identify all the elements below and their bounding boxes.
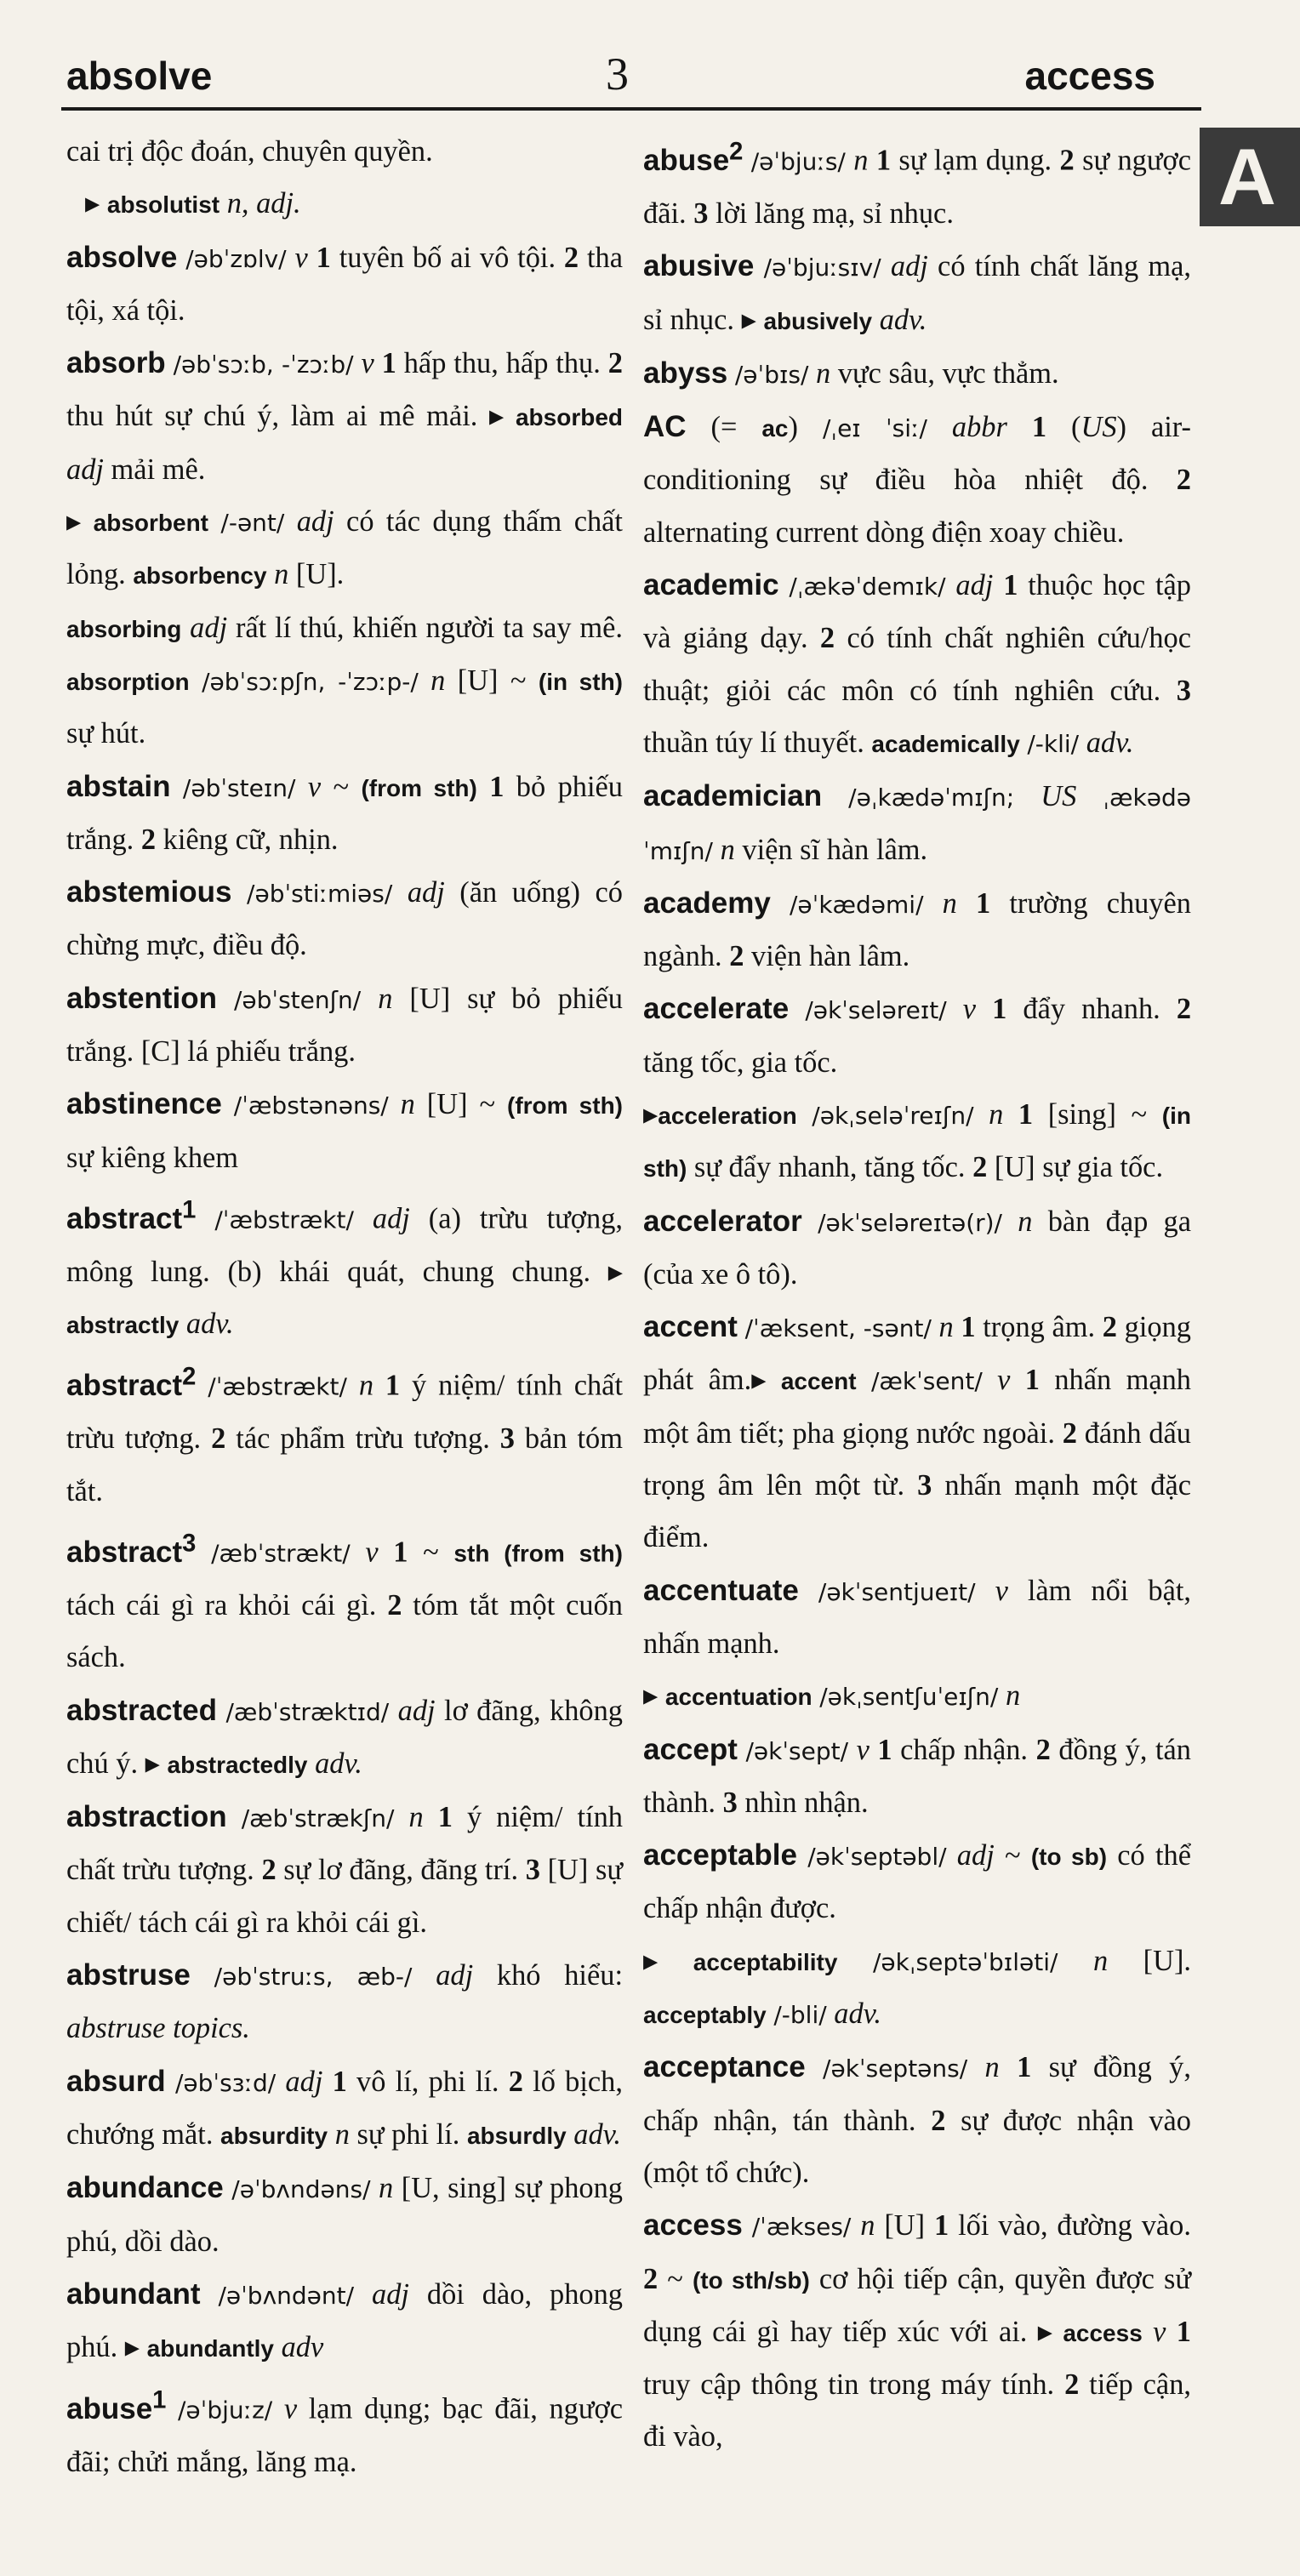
part-of-speech: n	[408, 1801, 424, 1834]
inline-text: 1	[152, 2386, 167, 2414]
headword: absolve	[66, 240, 178, 274]
part-of-speech: n	[816, 356, 831, 390]
part-of-speech: n	[378, 982, 393, 1015]
pronunciation: /æbˈstræktɪd/	[225, 1697, 390, 1726]
dictionary-entry: abuse$^1$ /əˈbjuːz/ v lạm dụng; bạc đãi, ngược đãi; chửi mắng, lăng mạ.	[66, 2386, 623, 2479]
sense-number: 3	[722, 1786, 738, 1819]
sense-number: 1	[877, 1733, 892, 1766]
headword: abstraction	[66, 1800, 227, 1834]
part-of-speech: n, adj.	[226, 187, 301, 220]
part-of-speech: n	[720, 833, 735, 866]
pronunciation: /ˌeɪ ˈsiː/	[822, 414, 927, 443]
dictionary-entry: abstracted /æbˈstræktɪd/ adj lơ đãng, không chú ý. ▸ abstractedly adv.	[66, 1693, 623, 1780]
pronunciation: /æbˈstrækt/	[211, 1539, 351, 1568]
pronunciation: /ˈæksent, -sənt/	[744, 1314, 932, 1343]
sense-number: 3	[499, 1422, 515, 1456]
pronunciation: /əkˈseləreɪt/	[805, 996, 947, 1025]
part-of-speech: v	[307, 770, 322, 803]
pronunciation: /əkˌseləˈreɪʃn/	[812, 1102, 974, 1130]
part-of-speech: adj	[397, 1694, 436, 1727]
part-of-speech: adj	[190, 611, 228, 644]
sense-number: 1	[992, 993, 1007, 1026]
pronunciation: /əbˈstruːs, æb-/	[214, 1963, 413, 1992]
headword: abstinence	[66, 1087, 222, 1121]
sense-number: 2	[1176, 464, 1191, 497]
headword: abyss	[643, 356, 728, 390]
pronunciation: /-kli/	[1027, 729, 1080, 758]
part-of-speech: n	[989, 1098, 1004, 1131]
sense-number: 2	[211, 1422, 226, 1456]
sense-number: 2	[1062, 1416, 1077, 1450]
derived-word: absolutist	[106, 191, 220, 219]
sense-number: 1	[1017, 2051, 1032, 2084]
part-of-speech: n	[1018, 1205, 1033, 1238]
part-of-speech: v	[294, 241, 308, 274]
part-of-speech: v	[361, 347, 374, 380]
header-rule	[61, 107, 1201, 111]
part-of-speech: n	[274, 558, 289, 591]
derived-word: accent	[780, 1368, 857, 1395]
part-of-speech: v	[365, 1536, 379, 1569]
grammar-pattern: ac	[761, 415, 789, 442]
pronunciation: /əˈbjuːsɪv/	[763, 254, 881, 282]
left-column	[66, 126, 623, 2489]
headword: academy	[643, 886, 771, 920]
dictionary-entry: absurd /əbˈsɜːd/ adj 1 vô lí, phi lí. 2 lố bịch, chướng mắt. absurdity n sự phi lí. absurdly adv.	[66, 2064, 623, 2151]
pronunciation: ˌækədəˈmɪʃn/	[643, 784, 1191, 865]
inline-text: 1	[182, 1195, 197, 1223]
pronunciation: /əbˈsɜːd/	[174, 2068, 277, 2097]
page-number: 3	[606, 48, 629, 100]
dictionary-entry: abusive /əˈbjuːsɪv/ adj có tính chất lăng mạ, sỉ nhục. ▸ abusively adv.	[643, 249, 1191, 336]
part-of-speech: abbr	[951, 411, 1007, 444]
part-of-speech: v	[997, 1364, 1011, 1397]
sense-number: 1	[393, 1536, 408, 1569]
sense-number: 2	[729, 940, 744, 973]
sense-number: 2	[563, 241, 579, 274]
part-of-speech: n	[379, 2172, 394, 2205]
part-of-speech: n	[430, 664, 446, 697]
grammar-pattern: (from sth)	[507, 1092, 623, 1120]
sense-number: 1	[1024, 1364, 1040, 1397]
inline-text: 2	[729, 138, 744, 165]
headword: acceptance	[643, 2050, 806, 2084]
sense-number: 2	[819, 622, 835, 655]
sense-number: 2	[1176, 993, 1192, 1026]
pronunciation: /əkˈseləreɪtə(r)/	[818, 1208, 1002, 1237]
derived-word: absorbing	[66, 615, 182, 642]
part-of-speech: adj	[296, 505, 334, 539]
grammar-pattern: (in sth)	[643, 1103, 1191, 1183]
dictionary-entry: academy /əˈkædəmi/ n 1 trường chuyên ngành. 2 viện hàn lâm.	[643, 886, 1192, 973]
sense-number: 3	[917, 1469, 932, 1502]
derived-word: abstractly	[66, 1312, 180, 1339]
part-of-speech: v	[1153, 2315, 1166, 2348]
part-of-speech: n	[400, 1088, 415, 1121]
part-of-speech: n	[853, 144, 869, 177]
dictionary-entry: cai trị độc đoán, chuyên quyền.	[66, 135, 433, 168]
part-of-speech: adv.	[879, 303, 927, 336]
pronunciation: /-bli/	[773, 2001, 827, 2030]
headword: abstract$^2$	[66, 1363, 197, 1403]
inline-text	[66, 187, 85, 219]
sense-number: 1	[961, 1311, 976, 1344]
sense-number: 1	[381, 347, 396, 380]
sense-number: 2	[508, 2065, 523, 2098]
pronunciation: /əˈkædəmi/	[789, 890, 924, 919]
inline-text: 3	[182, 1530, 197, 1558]
dictionary-entry: abstract$^3$ /æbˈstrækt/ v 1 ~ sth (from sth) tách cái gì ra khỏi cái gì. 2 tóm tắt một cuốn sách.	[66, 1530, 623, 1674]
headword: abundance	[66, 2171, 224, 2205]
sense-number: 1	[489, 770, 505, 803]
left-running-head: absolve	[66, 54, 213, 98]
headword: absorb	[66, 346, 166, 380]
part-of-speech: adj	[372, 1202, 410, 1235]
pronunciation: /əbˈstiːmiəs/	[247, 880, 393, 909]
part-of-speech: n	[860, 2209, 875, 2243]
derived-word: absorbent	[93, 510, 209, 537]
headword: abstain	[66, 769, 171, 803]
dictionary-entry: absorb /əbˈsɔːb, -ˈzɔːb/ v 1 hấp thu, hấp thụ. 2 thu hút sự chú ý, làm ai mê mải. ▸ absorbed adj mải mê.	[66, 346, 623, 486]
dictionary-entry: absolve /əbˈzɒlv/ v 1 tuyên bố ai vô tội. 2 tha tội, xá tội.	[66, 240, 623, 327]
sense-number: 1	[1176, 2315, 1191, 2348]
dictionary-entry: abstain /əbˈsteɪn/ v ~ (from sth) 1 bỏ phiếu trắng. 2 kiêng cữ, nhịn.	[66, 769, 623, 856]
sense-number: 2	[643, 2262, 659, 2295]
pronunciation: /əkˌseptəˈbɪləti/	[872, 1947, 1058, 1976]
derived-word: academically	[871, 730, 1020, 757]
headword: accelerate	[643, 992, 790, 1026]
derived-word: acceptability	[693, 1948, 838, 1975]
dictionary-entry: accelerate /əkˈseləreɪt/ v 1 đẩy nhanh. 2 tăng tốc, gia tốc.	[643, 992, 1192, 1079]
part-of-speech: adj	[436, 1959, 474, 1992]
headword: abundant	[66, 2277, 201, 2311]
pronunciation: /əkˈseptəns/	[823, 2055, 968, 2083]
dictionary-entry: accept /əkˈsept/ v 1 chấp nhận. 2 đồng ý, tán thành. 3 nhìn nhận.	[643, 1732, 1191, 1819]
headword: abstract$^1$	[66, 1195, 197, 1235]
dictionary-entry: abstention /əbˈstenʃn/ n [U] sự bỏ phiếu trắng. [C] lá phiếu trắng.	[66, 981, 623, 1069]
dictionary-entry: abstract$^1$ /ˈæbstrækt/ adj (a) trừu tượng, mông lung. (b) khái quát, chung chung. ▸ abstractly adv.	[66, 1195, 623, 1341]
dictionary-entry: academic /ˌækəˈdemɪk/ adj 1 thuộc học tập và giảng dạy. 2 có tính chất nghiên cứu/học thuật; giỏi các môn có tính nghiên cứu. 3 thuần túy lí thuyết. academically /-kli/ adv.	[643, 568, 1191, 759]
pronunciation: /əkˈseptəbl/	[807, 1843, 947, 1872]
pronunciation: /əˈbʌndənt/	[218, 2281, 355, 2310]
dictionary-entry: abuse$^2$ /əˈbjuːs/ n 1 sự lạm dụng. 2 sự ngược đãi. 3 lời lăng mạ, sỉ nhục.	[643, 138, 1191, 230]
derived-word: accentuation	[664, 1684, 812, 1711]
pronunciation: /əbˈsteɪn/	[182, 773, 296, 802]
dictionary-entry: abstruse /əbˈstruːs, æb-/ adj khó hiểu: abstruse topics.	[66, 1958, 623, 2045]
part-of-speech: adv.	[573, 2117, 621, 2151]
part-of-speech: adv.	[315, 1747, 362, 1780]
sense-number: 2	[261, 1854, 277, 1887]
part-of-speech: adj	[66, 453, 104, 486]
pronunciation: /əˈbjuːs/	[750, 147, 846, 176]
part-of-speech: adj	[407, 876, 445, 909]
thumb-letter: A	[1218, 132, 1276, 221]
derived-word: abusively	[763, 307, 873, 334]
headword: accept	[643, 1732, 738, 1766]
part-of-speech: adv	[281, 2331, 324, 2364]
sense-number: 1	[1003, 569, 1018, 602]
dictionary-entry: absorbing adj rất lí thú, khiến người ta say mê. absorption /əbˈsɔːpʃn, -ˈzɔːp-/ n [U] ~ (in sth) sự hút.	[66, 611, 624, 750]
sense-number: 1	[332, 2065, 347, 2098]
right-column	[643, 126, 1191, 2464]
grammar-pattern: (to sth/sb)	[692, 2266, 810, 2294]
dictionary-entry: ▸ absorbent /-ənt/ adj có tác dụng thấm chất lỏng. absorbency n [U].	[66, 505, 623, 591]
headword: abstruse	[66, 1958, 191, 1992]
sense-number: 2	[1035, 1733, 1051, 1766]
pronunciation: /ˈæbstrækt/	[214, 1205, 354, 1234]
inline-text: US	[1080, 411, 1117, 444]
sense-number: 2	[1102, 1311, 1117, 1344]
dictionary-entry: accelerator /əkˈseləreɪtə(r)/ n bàn đạp ga (của xe ô tô).	[643, 1204, 1191, 1291]
sense-number: 1	[1031, 411, 1047, 444]
part-of-speech: adv.	[1086, 726, 1134, 759]
sense-number: 2	[387, 1588, 402, 1621]
headword: abstracted	[66, 1693, 218, 1727]
part-of-speech: adj	[372, 2277, 409, 2311]
pronunciation: /əbˈzɒlv/	[185, 244, 287, 273]
page-header	[0, 0, 1300, 111]
grammar-pattern: sth (from sth)	[453, 1540, 623, 1567]
dictionary-entry: access /ˈækses/ n [U] 1 lối vào, đường vào. 2 ~ (to sth/sb) cơ hội tiếp cận, quyền được sử dụng cái gì hay tiếp xúc với ai. ▸ access v 1 truy cập thông tin trong máy tính. 2 tiếp cận, đi vào,	[643, 2208, 1191, 2453]
pronunciation: /æbˈstrækʃn/	[241, 1804, 395, 1833]
part-of-speech: adj	[890, 250, 928, 283]
sense-number: 2	[140, 823, 157, 856]
part-of-speech: n	[358, 1370, 374, 1403]
grammar-pattern: (in sth)	[538, 668, 624, 695]
part-of-speech: adj	[285, 2065, 323, 2098]
sense-number: 2	[972, 1151, 988, 1184]
inline-text: US	[1041, 780, 1077, 813]
part-of-speech: adj	[956, 1839, 995, 1872]
headword: academician	[643, 779, 823, 813]
pronunciation: /əkˌsentʃuˈeɪʃn/	[819, 1683, 999, 1712]
pronunciation: /əˈbjuːz/	[178, 2396, 273, 2425]
derived-word: acceleration	[658, 1103, 797, 1129]
headword: absurd	[66, 2064, 166, 2098]
pronunciation: /əbˈsɔːb, -ˈzɔːb/	[173, 350, 354, 379]
derived-word: absorption	[66, 668, 190, 695]
sense-number: 3	[1176, 674, 1191, 707]
dictionary-entry: accentuate /əkˈsentjueɪt/ v làm nổi bật, nhấn mạnh.	[643, 1573, 1191, 1660]
sense-number: 2	[607, 347, 623, 380]
part-of-speech: adv.	[834, 1998, 881, 2031]
headword: abstention	[66, 981, 217, 1015]
sense-number: 1	[934, 2209, 949, 2243]
part-of-speech: n	[938, 1311, 954, 1344]
pronunciation: /əˌkædəˈmɪʃn;	[848, 784, 1015, 812]
sense-number: 3	[525, 1854, 540, 1887]
dictionary-entry: abstract$^2$ /ˈæbstrækt/ n 1 ý niệm/ tính chất trừu tượng. 2 tác phẩm trừu tượng. 3 bản tóm tắt.	[66, 1363, 624, 1507]
inline-text: 2	[182, 1363, 197, 1391]
headword: acceptable	[643, 1838, 797, 1872]
pronunciation: /əbˈsɔːpʃn, -ˈzɔːp-/	[202, 667, 419, 696]
headword: accentuate	[643, 1573, 799, 1607]
pronunciation: /ˈæbstrækt/	[208, 1373, 347, 1402]
dictionary-entry: acceptable /əkˈseptəbl/ adj ~ (to sb) có thể chấp nhận được.	[643, 1838, 1191, 1925]
grammar-pattern: (from sth)	[361, 774, 477, 801]
part-of-speech: n	[1092, 1944, 1109, 1977]
grammar-pattern: (to sb)	[1030, 1844, 1108, 1871]
dictionary-entry: ▸ absolutist n, adj.	[66, 178, 623, 231]
dictionary-entry: academician /əˌkædəˈmɪʃn; US ˌækədəˈmɪʃn/ n viện sĩ hàn lâm.	[643, 779, 1191, 866]
pronunciation: /əbˈstenʃn/	[233, 985, 362, 1014]
dictionary-entry: abundance /əˈbʌndəns/ n [U, sing] sự phong phú, dồi dào.	[66, 2171, 623, 2258]
part-of-speech: v	[283, 2393, 298, 2426]
headword: accent	[643, 1310, 738, 1344]
headword: abusive	[643, 249, 755, 283]
dictionary-entry: ▸acceleration /əkˌseləˈreɪʃn/ n 1 [sing] ~ (in sth) sự đẩy nhanh, tăng tốc. 2 [U] sự gia tốc.	[643, 1098, 1191, 1184]
headword: AC	[643, 410, 687, 444]
part-of-speech: adj	[955, 569, 994, 602]
sense-number: 1	[437, 1801, 453, 1834]
letter-thumb-index	[1200, 128, 1300, 226]
sense-number: 2	[1059, 144, 1075, 177]
pronunciation: /əkˈsentjueɪt/	[818, 1577, 976, 1606]
part-of-speech: v	[856, 1733, 870, 1766]
derived-word: absorbency	[133, 562, 267, 590]
part-of-speech: adv.	[185, 1308, 234, 1341]
part-of-speech: n	[984, 2051, 1000, 2084]
pronunciation: /ˈækses/	[751, 2213, 852, 2242]
sense-number: 1	[875, 144, 892, 177]
headword: accelerator	[643, 1204, 802, 1238]
headword: abstemious	[66, 875, 232, 909]
headword: abstract$^3$	[66, 1530, 197, 1569]
sense-number: 1	[1018, 1098, 1034, 1131]
sense-number: 1	[976, 886, 991, 920]
sense-number: 1	[385, 1370, 401, 1403]
headword: abuse$^2$	[643, 138, 744, 177]
pronunciation: /əˈbɪs/	[734, 360, 809, 389]
dictionary-entry: abundant /əˈbʌndənt/ adj dồi dào, phong phú. ▸ abundantly adv	[66, 2277, 623, 2364]
pronunciation: /ækˈsent/	[870, 1367, 983, 1396]
sense-number: 2	[931, 2104, 946, 2137]
derived-word: abstractedly	[167, 1751, 308, 1778]
dictionary-entry: abstemious /əbˈstiːmiəs/ adj (ăn uống) có chừng mực, điều độ.	[66, 875, 623, 962]
pronunciation: /-ənt/	[220, 509, 285, 538]
pronunciation: /əˈbʌndəns/	[231, 2175, 371, 2204]
part-of-speech: v	[962, 993, 977, 1026]
dictionary-entry: abstraction /æbˈstrækʃn/ n 1 ý niệm/ tính chất trừu tượng. 2 sự lơ đãng, đãng trí. 3 [U] sự chiết/ tách cái gì ra khỏi cái gì.	[66, 1800, 624, 1939]
sense-number: 3	[693, 197, 709, 230]
dictionary-entry: abyss /əˈbɪs/ n vực sâu, vực thẳm.	[643, 356, 1059, 390]
derived-word: acceptably	[643, 2002, 767, 2029]
part-of-speech: v	[995, 1574, 1008, 1607]
dictionary-entry: ▸ acceptability /əkˌseptəˈbɪləti/ n [U]. acceptably /-bli/ adv.	[643, 1944, 1191, 2031]
pronunciation: /ˈæbstənəns/	[233, 1091, 389, 1120]
dictionary-entry: accent /ˈæksent, -sənt/ n 1 trọng âm. 2 giọng phát âm.▸ accent /ækˈsent/ v 1 nhấn mạnh một âm tiết; pha giọng nước ngoài. 2 đánh dấu trọng âm lên một từ. 3 nhấn mạnh một đặc điểm.	[643, 1310, 1191, 1554]
pronunciation: /əkˈsept/	[745, 1736, 849, 1765]
inline-text: abstruse topics.	[66, 2012, 250, 2045]
dictionary-entry: AC (= ac) /ˌeɪ ˈsiː/ abbr 1 (US) air-conditioning sự điều hòa nhiệt độ. 2 alternating current dòng điện xoay chiều.	[643, 410, 1192, 549]
headword: academic	[643, 568, 779, 602]
dictionary-entry: ▸ accentuation /əkˌsentʃuˈeɪʃn/ n	[643, 1679, 1021, 1713]
sense-number: 2	[1064, 2368, 1080, 2402]
part-of-speech: n	[1005, 1679, 1021, 1713]
headword: access	[643, 2208, 743, 2243]
headword: abuse$^1$	[66, 2386, 167, 2426]
derived-word: absurdly	[466, 2122, 567, 2149]
dictionary-entry: abstinence /ˈæbstənəns/ n [U] ~ (from sth) sự kiêng khem	[66, 1087, 623, 1174]
derived-word: absurdity	[220, 2122, 328, 2149]
pronunciation: /ˌækəˈdemɪk/	[789, 573, 946, 601]
derived-word: absorbed	[515, 404, 623, 431]
derived-word: access	[1063, 2319, 1143, 2346]
right-running-head: access	[1024, 54, 1155, 98]
derived-word: abundantly	[146, 2335, 274, 2362]
dictionary-entry: acceptance /əkˈseptəns/ n 1 sự đồng ý, chấp nhận, tán thành. 2 sự được nhận vào (một tổ chức).	[643, 2050, 1191, 2189]
part-of-speech: n	[334, 2117, 350, 2151]
sense-number: 1	[316, 241, 331, 274]
part-of-speech: n	[942, 886, 957, 920]
